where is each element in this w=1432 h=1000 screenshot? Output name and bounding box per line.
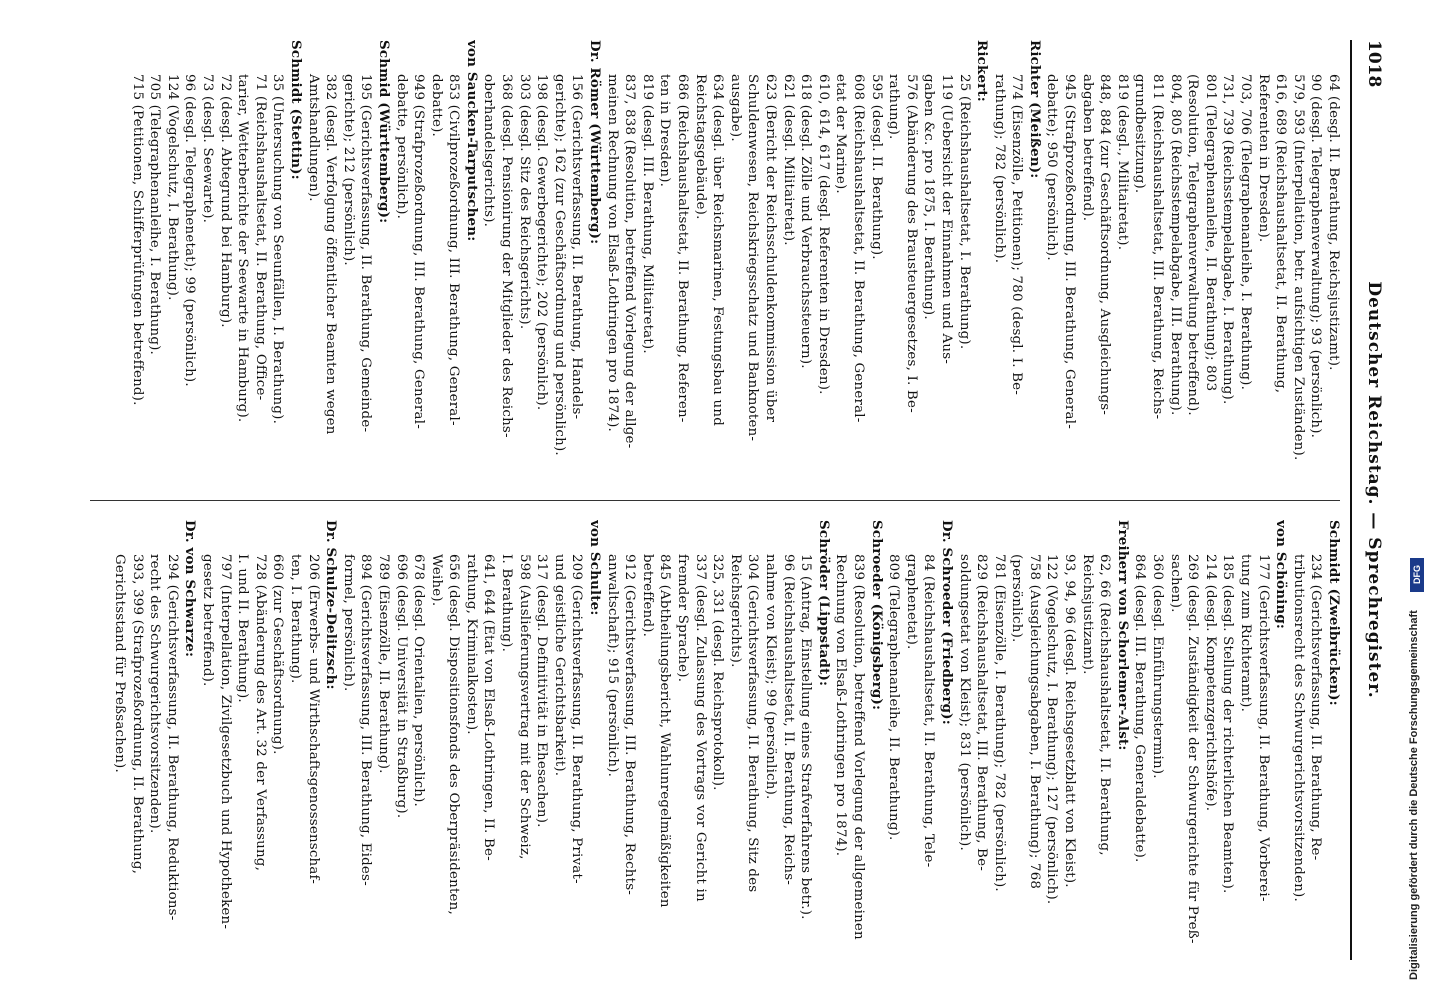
register-entry: 715 (Petitionen, Schifferprüfungen betreffend). (129, 74, 145, 406)
register-entry: soldungsetat von Kleist); 831 (persönlich). (956, 554, 972, 851)
register-entry: 35 (Untersuchung von Seeunfällen, I. Berathung). (270, 74, 286, 425)
register-entry: 864 (desgl. III. Berathung, Generaldebatte). (1132, 554, 1148, 863)
register-entry: meinen Rechnung von Elsaß-Lothringen pro 1874). (604, 74, 620, 432)
register-entry: 195 (Gerichtsverfassung, II. Berathung, Gemeinde- (358, 74, 374, 433)
speaker-heading: Richter (Meißen): (1026, 40, 1043, 179)
left-column (92, 40, 1342, 490)
register-entry: 819 (desgl., Militairetat). (1114, 74, 1130, 251)
register-entry: etat der Marine). (833, 74, 849, 194)
register-entry: 804, 805 (Reichsstempelabgabe, III. Berathung). (1167, 74, 1183, 416)
register-entry: 696 (desgl. Universität in Straßburg). (393, 554, 409, 819)
register-entry: 797 (Interpellation, Zivilgesetzbuch und Hypotheken- (217, 554, 233, 930)
register-entry: 96 (Reichshaushaltsetat, II. Berathung, Reichs- (780, 554, 796, 886)
right-column (92, 520, 1342, 970)
register-entry: (persönlich). (1009, 554, 1025, 643)
register-entry: 641, 644 (Etat von Elsaß-Lothringen, II. Be- (481, 554, 497, 861)
register-entry: 368 (desgl. Pensionirung der Mitglieder des Reichs- (499, 74, 515, 438)
register-entry: Schuldenwesen, Reichskriegsschatz und Banknoten- (745, 74, 761, 442)
register-entry: 949 (Strafprozeßordnung, III. Berathung, General- (411, 74, 427, 429)
speaker-heading: Dr. Schulze-Delitzsch: (323, 520, 340, 690)
speaker-heading: von Schöning: (1273, 520, 1290, 630)
register-entry: (Resolution, Telegraphenverwaltung betreffend). (1185, 74, 1201, 416)
register-entry: 185 (desgl. Stellung der richterlichen Beamten). (1220, 554, 1236, 894)
register-entry: graphenetat). (903, 554, 919, 650)
register-entry: debatte, persönlich). (393, 74, 409, 220)
register-entry: 96 (desgl. Telegraphenetat); 99 (persönlich). (182, 74, 198, 387)
register-entry: 122 (Vogelschutz, I. Berathung); 127 (persönlich). (1044, 554, 1060, 905)
register-entry: 119 (Uebersicht der Einnahmen und Aus- (938, 74, 954, 364)
register-entry: 610, 614, 617 (desgl. Referenten in Dresden). (815, 74, 831, 395)
register-entry: 72 (desgl. Abtegrund bei Hamburg). (217, 74, 233, 328)
register-entry: 801 (Telegraphenanleihe, II. Berathung); 803 (1202, 74, 1218, 392)
register-entry: 705 (Telegraphenanleihe, I. Berathung). (147, 74, 163, 355)
register-entry: 15 (Antrag, Einstellung eines Strafverfahrens betr.). (798, 554, 814, 920)
speaker-heading: Schmid (Württemberg): (375, 40, 392, 224)
register-entry: 317 (desgl. Definitivität in Ehesachen). (534, 554, 550, 828)
register-entry: rathung, Kriminalkosten). (463, 554, 479, 735)
register-entry: 579, 593 (Interpellation, betr. aufsichtigen Zuständen). (1290, 74, 1306, 461)
speaker-heading: Dr. Schroeder (Friedberg): (938, 520, 955, 725)
register-entry: rathung); 782 (persönlich). (991, 74, 1007, 264)
register-entry: 73 (desgl. Seewarte). (200, 74, 215, 224)
register-entry: 198 (desgl. Gewerbegerichte); 202 (persönlich). (534, 74, 550, 411)
register-entry: nahme von Kleist); 99 (persönlich). (763, 554, 778, 800)
register-entry: Reichsgerichts). (727, 554, 743, 668)
speaker-heading: von Schulte: (587, 520, 604, 616)
register-entry: fremder Sprache). (675, 554, 691, 683)
register-entry: 234 (Gerichtsverfassung, II. Berathung, Re- (1308, 554, 1324, 861)
register-entry: sachen). (1167, 554, 1183, 613)
register-entry: tarier, Wetterberichte der Seewarte in Hamburg). (235, 74, 251, 423)
speaker-heading: Schröder (Lippstadt): (815, 520, 832, 687)
register-entry: gerichte); 162 (zur Geschäftsordnung und persönlich). (551, 74, 567, 456)
register-entry: gerichte); 212 (persönlich). (340, 74, 356, 266)
register-entry: 839 (Resolution, betreffend Vorlegung der allgemeinen (850, 554, 866, 940)
register-entry: Reichsjustizamt). (1079, 554, 1095, 675)
register-entry: 325, 331 (desgl. Reichsprotokoll). (710, 554, 726, 791)
register-entry: 829 (Reichshaushaltsetat, III. Berathung, Be- (974, 554, 990, 871)
register-entry: grundbesitzung). (1132, 74, 1148, 194)
register-entry: Rechnung von Elsaß-Lothringen pro 1874). (833, 554, 849, 857)
register-entry: 393, 399 (Strafprozeßordnung, II. Berathung, (129, 554, 145, 875)
register-entry: anwaltschaft); 915 (persönlich). (604, 554, 620, 778)
running-header (1354, 40, 1384, 940)
register-entry: 595 (desgl. II. Berathung). (868, 74, 884, 260)
speaker-heading: von Saucken-Tarputschen: (463, 40, 480, 242)
register-entry: ausgabe). (727, 74, 743, 142)
register-entry: oberhandelsgerichts). (481, 74, 497, 228)
register-entry: Reichstagsgebäude). (692, 74, 708, 220)
register-entry: 781 (Eisenzölle, I. Berathung); 782 (persönlich). (991, 554, 1007, 892)
register-entry: betreffend). (639, 554, 655, 638)
register-entry: 686 (Reichshaushaltsetat, II. Berathung, Referen- (675, 74, 691, 423)
register-entry: 774 (Eisenzölle, Petitionen); 780 (desgl. I. Be- (1009, 74, 1025, 395)
register-entry: gaben &c. pro 1875, I. Berathung). (921, 74, 937, 320)
digitization-note: Digitalisierung gefördert durch die Deutsche Forschungsgemeinschaft (1408, 610, 1420, 980)
register-entry: 337 (desgl. Zulassung des Vortrags vor Gericht in (692, 554, 708, 902)
column-divider (90, 500, 1340, 501)
register-entry: I. Berathung). (499, 554, 515, 653)
dfg-logo: DFG (1410, 558, 1424, 592)
register-entry: 304 (Gerichtsverfassung, II. Berathung, Sitz des (745, 554, 761, 893)
register-entry: tributionsrecht des Schwurgerichtsvorsitzenden). (1290, 554, 1306, 902)
register-entry: 156 (Gerichtsverfassung, II. Berathung, Handels- (569, 74, 585, 420)
register-entry: ten in Dresden). (657, 74, 673, 188)
register-entry: 206 (Erwerbs- und Wirthschaftsgenossenschaf- (305, 554, 321, 884)
register-entry: 811 (Reichshaushaltsetat, III. Berathung, Reichs- (1150, 74, 1166, 420)
register-entry: 576 (Abänderung des Brausteuergesetzes, I. Be- (903, 74, 919, 413)
register-entry: 616, 689 (Reichshaushaltsetat, II. Berathung, (1273, 74, 1289, 394)
register-entry: 214 (desgl. Kompetenzgerichtshöfe). (1202, 554, 1218, 812)
register-entry: Gerichtsstand für Preßsachen). (112, 554, 128, 773)
register-entry: 64 (desgl. II. Berathung, Reichsjustizamt). (1326, 74, 1341, 371)
register-entry: 269 (desgl. Zuständigkeit der Schwurgerichte für Preß- (1185, 554, 1201, 944)
register-entry: rathung). (886, 74, 902, 140)
speaker-heading: Schmidt (Stettin): (287, 40, 304, 180)
register-entry: 177 (Gerichtsverfassung, II. Berathung, Vorberei- (1255, 554, 1271, 902)
register-entry: 945 (Strafprozeßordnung, III. Berathung, General- (1062, 74, 1078, 429)
register-entry: debatte). (428, 74, 444, 138)
speaker-heading: Schroeder (Königsberg): (868, 520, 885, 711)
speaker-heading: Rickert: (974, 40, 991, 102)
register-entry: debatte); 950 (persönlich). (1044, 74, 1060, 261)
register-entry: 731, 739 (Reichsstempelabgabe, I. Berathung). (1220, 74, 1236, 405)
register-entry: 848, 884 (zur Geschäftsordnung, Ausgleichungs- (1097, 74, 1113, 416)
register-entry: 660 (zur Geschäftsordnung). (270, 554, 286, 755)
register-entry: 634 (desgl. über Reichsmarinen, Festungsbau und (710, 74, 726, 426)
register-entry: 93, 94, 96 (desgl. Reichsgesetzblatt von Kleist). (1062, 554, 1078, 888)
register-entry: Amtshandlungen). (305, 74, 321, 202)
speaker-heading: Freiherr von Schorlemer-Alst: (1114, 520, 1131, 751)
register-entry: 618 (desgl. Zölle und Verbrauchssteuern). (798, 74, 814, 369)
register-entry: 845 (Abtheilungsbericht, Wahlunregelmäßigkeiten (657, 554, 673, 908)
speaker-heading: Dr. von Schwarze: (182, 520, 199, 658)
register-entry: 837, 838 (Resolution, betreffend Vorlegung der allge- (622, 74, 638, 449)
register-entry: 894 (Gerichtsverfassung, III. Berathung, Eides- (358, 554, 374, 886)
register-entry: Referenten in Dresden). (1255, 74, 1271, 243)
register-entry: 360 (desgl. Einführungstermin). (1150, 554, 1166, 779)
register-entry: 623 (Bericht der Reichsschuldenkommission über (763, 74, 778, 423)
register-entry: 25 (Reichshaushaltsetat, I. Berathung). (956, 74, 972, 350)
register-entry: 703, 706 (Telegraphenanleihe, I. Berathung). (1238, 74, 1254, 391)
register-entry: gesetz betreffend). (200, 554, 215, 687)
page-number: 1018 (1364, 40, 1384, 88)
register-entry: 789 (Eisenzölle, II. Berathung). (375, 554, 391, 774)
register-entry: 678 (desgl. Orientalien, persönlich). (411, 554, 427, 808)
register-entry: 598 (Auslieferungsvertrag mit der Schweiz, (516, 554, 532, 860)
register-entry: tung zum Richteramt). (1238, 554, 1254, 713)
register-entry: 71 (Reichshaushaltsetat, II. Berathung, Office- (252, 74, 268, 401)
digitization-footer (1408, 565, 1428, 980)
speaker-heading: Schmidt (Zweibrücken): (1326, 520, 1342, 706)
register-entry: 758 (Ausgleichungsabgaben, I. Berathung); 768 (1026, 554, 1042, 890)
register-entry: 608 (Reichshaushaltsetat, II. Berathung, General- (850, 74, 866, 423)
header-rule (1350, 40, 1352, 960)
register-entry: Weihe). (428, 554, 444, 607)
register-entry: formel, persönlich). (340, 554, 356, 692)
register-entry: 294 (Gerichtsverfassung, II. Berathung, Reduktions- (164, 554, 180, 921)
register-entry: ten, I. Berathung). (287, 554, 303, 684)
register-entry: und geistliche Gerichtsbarkeit). (551, 554, 567, 777)
register-entry: 853 (Civilprozeßordnung, III. Berathung, General- (446, 74, 462, 426)
register-entry: I. und II. Berathung). (235, 554, 251, 703)
speaker-heading: Dr. Römer (Württemberg): (587, 40, 604, 245)
register-entry: 124 (Vogelschutz, I. Berathung). (164, 74, 180, 301)
register-entry: 819 (desgl. III. Berathung, Militairetat). (639, 74, 655, 354)
register-entry: 62, 66 (Reichshaushaltsetat, II. Berathung, (1097, 554, 1113, 856)
page-title: Deutscher Reichstag. — Sprechregister. (1364, 281, 1384, 699)
register-entry: 84 (Reichshaushaltsetat, II. Berathung, Tele- (921, 554, 937, 868)
register-entry: 728 (Abänderung des Art. 32 der Verfassung, (252, 554, 268, 872)
register-entry: 382 (desgl. Verfolgung öffentlicher Beamten wegen (323, 74, 339, 435)
register-entry: recht des Schwurgerichtsvorsitzenden). (147, 554, 163, 834)
register-entry: 912 (Gerichtsverfassung, III. Berathung, Rechts- (622, 554, 638, 896)
register-entry: 209 (Gerichtsverfassung, II. Berathung, Privat- (569, 554, 585, 884)
register-entry: abgaben betreffend). (1079, 74, 1095, 222)
register-entry: 303 (desgl. Sitz des Reichsgerichts). (516, 74, 532, 330)
register-entry: 621 (desgl. Militairetat). (780, 74, 796, 246)
register-entry: 656 (desgl. Dispositionsfonds des Oberpräsidenten, (446, 554, 462, 915)
register-entry: 90 (desgl. Telegraphenverwaltung); 93 (persönlich). (1308, 74, 1324, 439)
register-entry: 809 (Telegraphenanleihe, II. Berathung). (886, 554, 902, 841)
